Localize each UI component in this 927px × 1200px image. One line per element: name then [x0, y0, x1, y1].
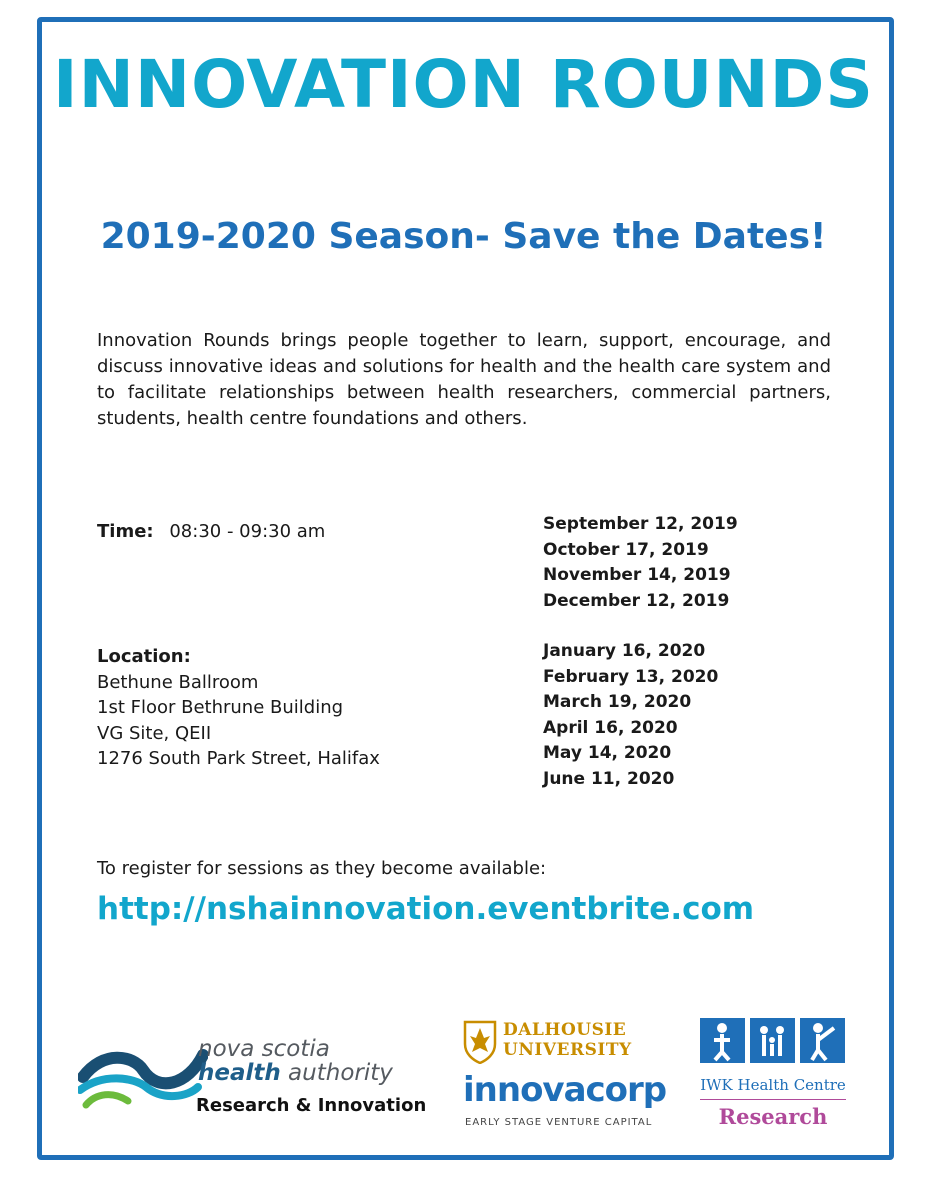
iwk-figure-icon: [700, 1018, 745, 1063]
nsha-line2-rest: authority: [280, 1060, 393, 1086]
location-line: 1276 South Park Street, Halifax: [97, 748, 380, 769]
page-title: INNOVATION ROUNDS: [53, 46, 874, 123]
date-item: February 13, 2020: [543, 666, 719, 687]
date-item: January 16, 2020: [543, 641, 706, 661]
location-label: Location:: [97, 646, 191, 667]
page-frame: [37, 17, 894, 1160]
dalhousie-innovacorp-logo: [463, 1018, 667, 1133]
season-subtitle: 2019-2020 Season- Save the Dates!: [100, 216, 827, 257]
nsha-line2-bold: health: [198, 1060, 281, 1086]
dates-spacer: [543, 614, 738, 639]
nsha-subtitle: Research & Innovation: [196, 1095, 427, 1116]
iwk-child-icon: [800, 1018, 845, 1063]
time-block: [97, 521, 325, 542]
time-value: 08:30 - 09:30 am: [169, 521, 326, 542]
date-item: November 14, 2019: [543, 565, 731, 585]
date-item: April 16, 2020: [543, 717, 678, 738]
date-item: October 17, 2019: [543, 539, 709, 560]
nsha-line2: [198, 1061, 393, 1085]
innovacorp-name: innovacorp: [463, 1070, 667, 1110]
iwk-family-icon: [750, 1018, 795, 1063]
date-item: May 14, 2020: [543, 743, 672, 763]
time-label: Time:: [97, 521, 154, 542]
iwk-logo: [700, 1018, 850, 1133]
dates-list: [543, 512, 738, 792]
dalhousie-line1: DALHOUSIE: [503, 1020, 627, 1040]
date-item: March 19, 2020: [543, 692, 692, 712]
location-line: 1st Floor Bethrune Building: [97, 697, 344, 718]
register-text: To register for sessions as they become available:: [97, 858, 547, 879]
date-item: June 11, 2020: [543, 768, 675, 789]
innovacorp-tagline: EARLY STAGE VENTURE CAPITAL: [465, 1117, 653, 1128]
iwk-name: IWK Health Centre: [700, 1076, 846, 1094]
nsha-wave-icon: [78, 1015, 208, 1115]
location-line: Bethune Ballroom: [97, 671, 259, 693]
dalhousie-line2: UNIVERSITY: [503, 1040, 632, 1060]
dalhousie-name: [503, 1020, 632, 1060]
dalhousie-shield-icon: [463, 1020, 497, 1064]
nsha-name: [198, 1037, 393, 1085]
location-block: [97, 644, 380, 772]
nsha-line1: nova scotia: [198, 1036, 330, 1062]
nsha-logo: [78, 1015, 428, 1125]
location-line: VG Site, QEII: [97, 722, 212, 744]
register-link[interactable]: http://nshainnovation.eventbrite.com: [97, 891, 755, 927]
date-item: December 12, 2019: [543, 590, 730, 611]
date-item: September 12, 2019: [543, 514, 738, 534]
iwk-research: Research: [718, 1104, 828, 1129]
intro-paragraph: Innovation Rounds brings people together to learn, support, encourage, and discuss innovative ideas and solutions for health and the health care system and to facilitate relationships between health researchers, commercial partners, students, health centre foundations and others.: [97, 330, 831, 429]
iwk-divider: [700, 1099, 846, 1100]
